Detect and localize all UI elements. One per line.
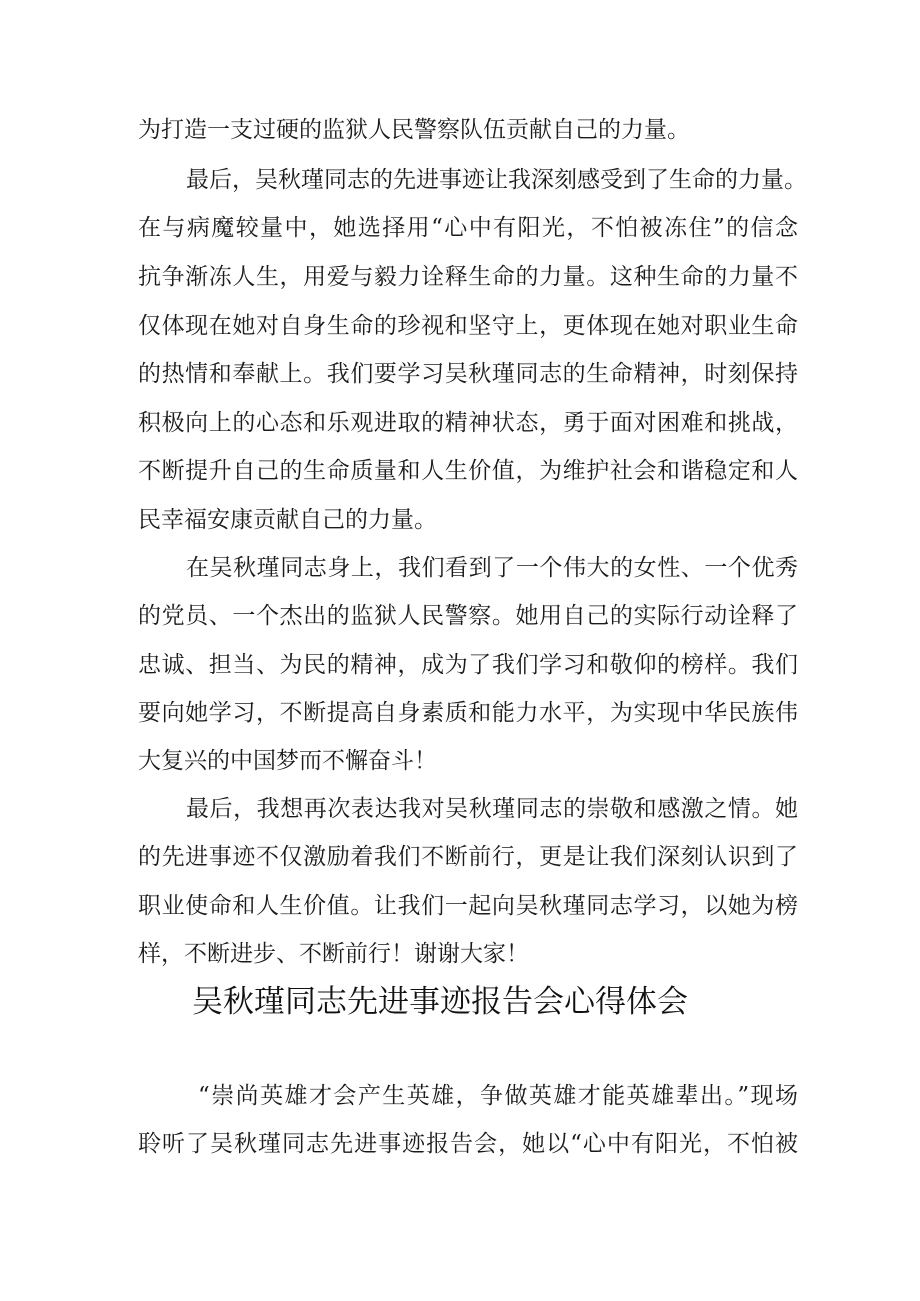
paragraph-line: “崇尚英雄才会产生英雄，争做英雄才能英雄辈出。”现场 bbox=[198, 1083, 798, 1109]
paragraph-line: 的先进事迹不仅激励着我们不断前行，更是让我们深刻认识到了 bbox=[138, 844, 798, 870]
paragraph-line: 仅体现在她对自身生命的珍视和坚守上，更体现在她对职业生命 bbox=[138, 313, 798, 339]
paragraph-line: 积极向上的心态和乐观进取的精神状态，勇于面对困难和挑战， bbox=[138, 410, 798, 436]
paragraph-line: 忠诚、担当、为民的精神，成为了我们学习和敬仰的榜样。我们 bbox=[138, 652, 798, 678]
paragraph-line: 最后，吴秋瑾同志的先进事迹让我深刻感受到了生命的力量。 bbox=[186, 167, 807, 193]
paragraph-line: 抗争渐冻人生，用爱与毅力诠释生命的力量。这种生命的力量不 bbox=[138, 264, 798, 290]
section-title: 吴秋瑾同志先进事迹报告会心得体会 bbox=[192, 984, 688, 1020]
paragraph-line: 职业使命和人生价值。让我们一起向吴秋瑾同志学习，以她为榜 bbox=[138, 893, 798, 919]
paragraph-line: 在与病魔较量中，她选择用“心中有阳光，不怕被冻住”的信念 bbox=[138, 215, 798, 241]
paragraph-line: 的党员、一个杰出的监狱人民警察。她用自己的实际行动诠释了 bbox=[138, 603, 798, 629]
paragraph-line: 不断提升自己的生命质量和人生价值，为维护社会和谐稳定和人 bbox=[138, 458, 798, 484]
paragraph-line: 为打造一支过硬的监狱人民警察队伍贡献自己的力量。 bbox=[138, 117, 690, 143]
paragraph-line: 民幸福安康贡献自己的力量。 bbox=[138, 507, 437, 533]
paragraph-line: 大复兴的中国梦而不懈奋斗！ bbox=[138, 748, 437, 774]
paragraph-line: 聆听了吴秋瑾同志先进事迹报告会，她以“心中有阳光，不怕被 bbox=[138, 1131, 798, 1157]
paragraph-line: 样，不断进步、不断前行！谢谢大家！ bbox=[138, 941, 529, 967]
paragraph-line: 在吴秋瑾同志身上，我们看到了一个伟大的女性、一个优秀 bbox=[186, 555, 798, 581]
paragraph-line: 要向她学习，不断提高自身素质和能力水平，为实现中华民族伟 bbox=[138, 700, 798, 726]
paragraph-line: 的热情和奉献上。我们要学习吴秋瑾同志的生命精神，时刻保持 bbox=[138, 361, 798, 387]
paragraph-line: 最后，我想再次表达我对吴秋瑾同志的崇敬和感激之情。她 bbox=[186, 796, 798, 822]
